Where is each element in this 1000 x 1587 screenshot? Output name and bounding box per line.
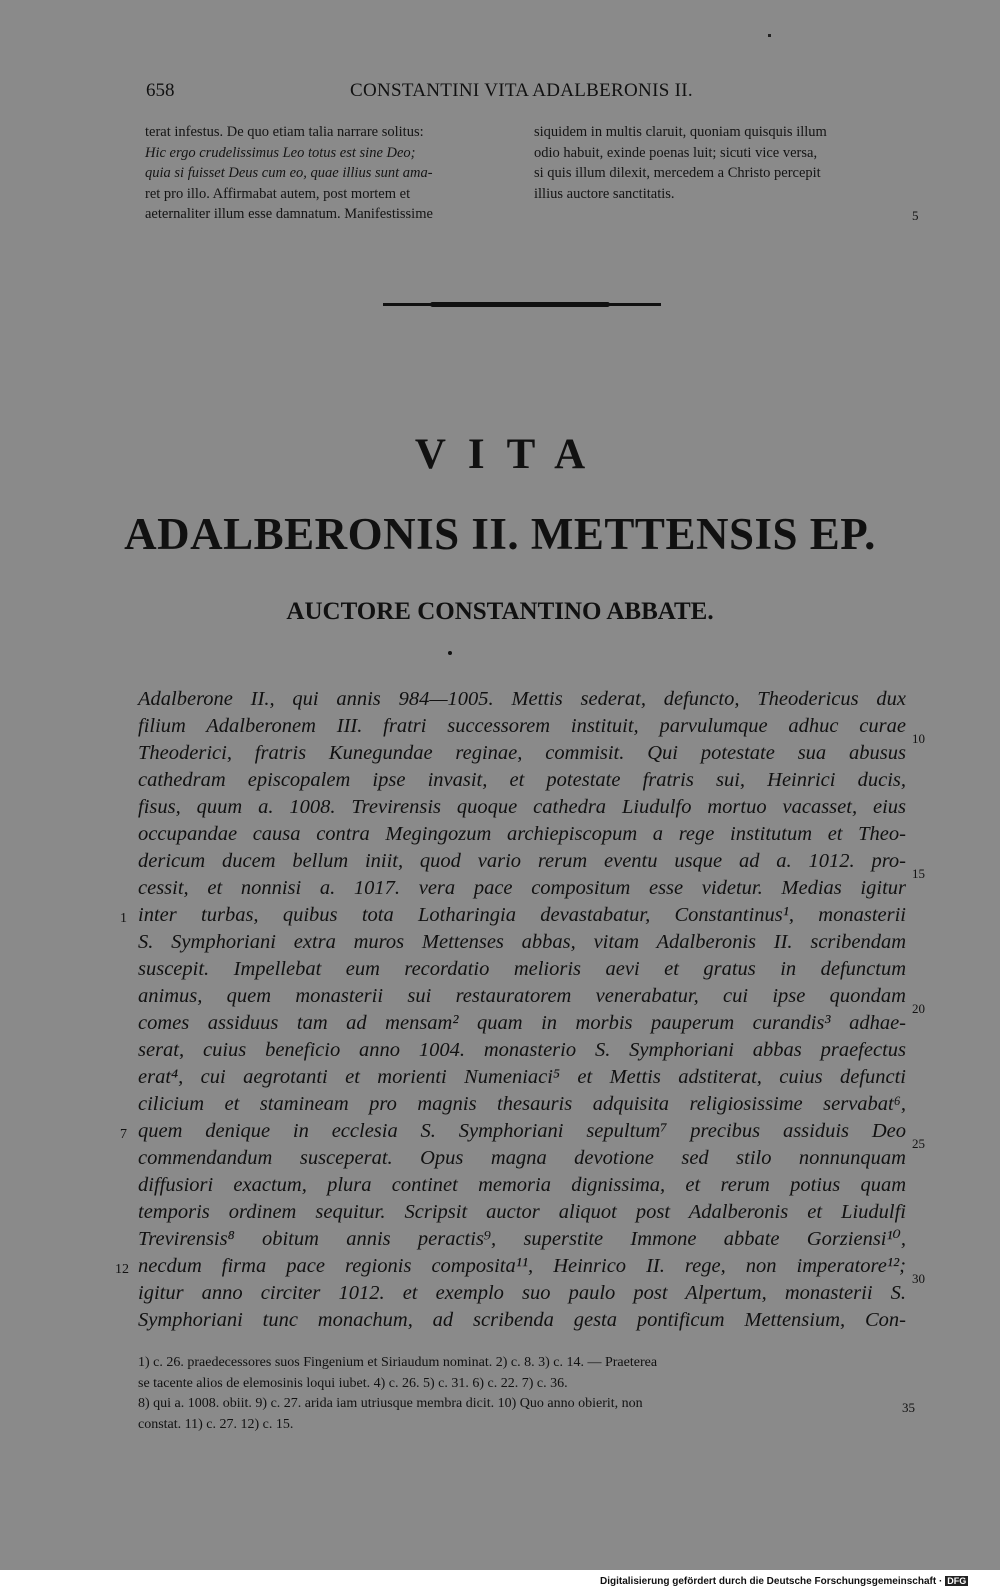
text-line: odio habuit, exinde poenas luit; sicuti vice versa, (534, 144, 818, 161)
intro-line: fisus, quum a. 1008. Trevirensis quoque cathedra Liudulfo mortuo vacasset, eius (138, 796, 906, 818)
text-line: Hic ergo crudelissimus Leo totus est sine Deo; (145, 144, 416, 161)
section-divider-swell (430, 302, 610, 307)
intro-line: Symphoriani tunc monachum, ad scribenda gesta pontificum Mettensium, Con- (138, 1309, 906, 1331)
footnote-marker: 12 (115, 1262, 129, 1277)
introduction-text (138, 686, 906, 1334)
footnotes (138, 1353, 900, 1435)
text-line: illius auctore sanctitatis. (534, 185, 675, 202)
title-author: AUCTORE CONSTANTINO ABBATE. (286, 598, 714, 625)
line-number: 35 (902, 1400, 915, 1415)
text-line: terat infestus. De quo etiam talia narrare solitus: (145, 124, 424, 140)
scan-speck (768, 34, 771, 37)
funding-text: Digitalisierung gefördert durch die Deutsche Forschungsgemeinschaft · (600, 1576, 943, 1587)
text-line: aeternaliter illum esse damnatum. Manifestissime (145, 206, 433, 222)
intro-line: temporis ordinem sequitur. Scripsit auctor aliquot post Adalberonis et Liudulfi (138, 1201, 906, 1223)
intro-line: suscepit. Impellebat eum recordatio melioris aevi et gratus in defunctum (138, 958, 906, 980)
line-number: 5 (912, 208, 919, 223)
intro-line: S. Symphoriani extra muros Mettenses abbas, vitam Adalberonis II. scribendam (138, 931, 906, 953)
line-number: 15 (912, 866, 925, 881)
ornament-dot (448, 651, 452, 655)
line-number: 25 (912, 1136, 925, 1151)
line-number: 30 (912, 1271, 925, 1286)
intro-line: necdum firma pace regionis composita¹¹, Heinrico II. rege, non imperatore¹²; (138, 1255, 906, 1277)
intro-line: quem denique in ecclesia S. Symphoriani sepultum⁷ precibus assiduis Deo (138, 1120, 906, 1142)
title-main: ADALBERONIS II. METTENSIS EP. (124, 509, 876, 559)
intro-line: cilicium et stamineam pro magnis thesauris adquisita religiosissime servabat⁶, (138, 1093, 906, 1115)
text-line: si quis illum dilexit, mercedem a Christo percepit (534, 165, 821, 181)
intro-line: dericum ducem bellum iniit, quod vario rerum eventu usque ad a. 1012. pro- (138, 850, 906, 872)
intro-line: cathedram episcopalem ipse invasit, et potestate fratris sui, Heinrici ducis, (138, 769, 906, 791)
footnote-marker: 7 (120, 1127, 127, 1142)
intro-line: comes assiduus tam ad mensam² quam in morbis pauperum curandis³ adhae- (138, 1012, 906, 1034)
page-number: 658 (146, 80, 175, 101)
footnote-line: 8) qui a. 1008. obiit. 9) c. 27. arida iam utriusque membra dicit. 10) Quo anno obierit, non (138, 1396, 643, 1411)
preceding-text-right-column (534, 122, 910, 204)
intro-line: Adalberone II., qui annis 984—1005. Mettis sederat, defuncto, Theodericus dux (138, 688, 906, 710)
footnote-line: se tacente alios de elemosinis loqui iubet. 4) c. 26. 5) c. 31. 6) c. 22. 7) c. 36. (138, 1375, 568, 1391)
running-title: CONSTANTINI VITA ADALBERONIS II. (350, 80, 693, 101)
text-line: quia si fuisset Deus cum eo, quae illius sunt ama- (145, 165, 433, 181)
intro-line: erat⁴, cui aegrotanti et morienti Numeniaci⁵ et Mettis adstiterat, cuius defuncti (138, 1066, 906, 1088)
intro-line: igitur anno circiter 1012. et exemplo suo paulo post Alpertum, monasterii S. (138, 1282, 906, 1304)
intro-line: Theoderici, fratris Kunegundae reginae, commisit. Qui potestate sua abusus (138, 742, 906, 764)
intro-line: Trevirensis⁸ obitum annis peractis⁹, superstite Immone abbate Gorziensi¹⁰, (138, 1228, 906, 1250)
footnote-line: constat. 11) c. 27. 12) c. 15. (138, 1416, 294, 1432)
footnote-marker: 1 (120, 911, 127, 926)
text-line: siquidem in multis claruit, quoniam quisquis illum (534, 124, 827, 140)
line-number: 20 (912, 1001, 925, 1016)
intro-line: occupandae causa contra Megingozum archiepiscopum a rege institutum et Theo- (138, 823, 906, 845)
intro-line: animus, quem monasterii sui restauratorem venerabatur, cui ipse quondam (138, 985, 906, 1007)
title-vita: VITA (414, 431, 608, 478)
intro-line: serat, cuius beneficio anno 1004. monasterio S. Symphoriani abbas praefectus (138, 1039, 906, 1061)
intro-line: inter turbas, quibus tota Lotharingia devastabatur, Constantinus¹, monasterii (138, 904, 906, 926)
intro-line: cessit, et nonnisi a. 1017. vera pace compositum esse videtur. Medias igitur (138, 877, 906, 899)
funding-banner (600, 1576, 968, 1587)
line-number: 10 (912, 731, 925, 746)
intro-line: commendandum susceperat. Opus magna devotione sed stilo nonnunquam (138, 1147, 906, 1169)
intro-line: filium Adalberonem III. fratri successorem instituit, parvulumque adhuc curae (138, 715, 906, 737)
text-line: ret pro illo. Affirmabat autem, post mortem et (145, 185, 411, 202)
footnote-line: 1) c. 26. praedecessores suos Fingenium et Siriaudum nominat. 2) c. 8. 3) c. 14. — Praeterea (138, 1355, 658, 1370)
intro-line: diffusiori exactum, plura continet memoria dignissima, et rerum potius quam (138, 1174, 906, 1196)
dfg-logo: DFG (947, 1576, 967, 1586)
preceding-text-left-column (145, 122, 517, 225)
